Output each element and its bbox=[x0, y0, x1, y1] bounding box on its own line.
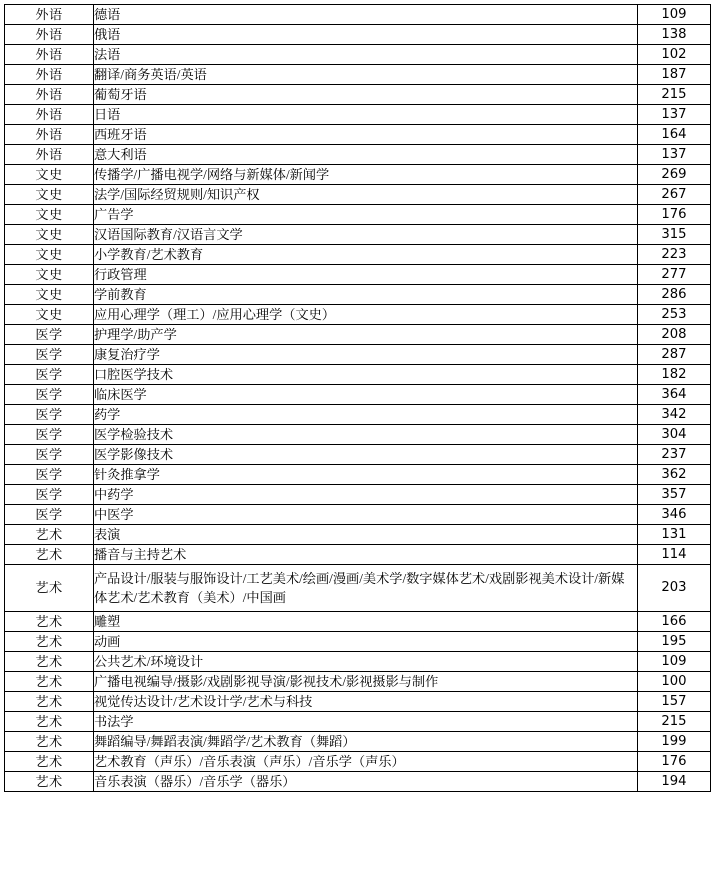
table-row bbox=[5, 225, 711, 245]
cell-category: 医学 bbox=[5, 425, 94, 445]
cell-number: 176 bbox=[638, 752, 711, 772]
cell-major: 药学 bbox=[94, 405, 638, 425]
cell-major: 意大利语 bbox=[94, 145, 638, 165]
cell-number: 267 bbox=[638, 185, 711, 205]
cell-category: 文史 bbox=[5, 245, 94, 265]
cell-number: 357 bbox=[638, 485, 711, 505]
cell-category: 外语 bbox=[5, 25, 94, 45]
cell-number: 138 bbox=[638, 25, 711, 45]
cell-major: 艺术教育（声乐）/音乐表演（声乐）/音乐学（声乐） bbox=[94, 752, 638, 772]
cell-number: 137 bbox=[638, 145, 711, 165]
cell-category: 艺术 bbox=[5, 652, 94, 672]
cell-number: 215 bbox=[638, 712, 711, 732]
cell-major: 医学检验技术 bbox=[94, 425, 638, 445]
cell-number: 131 bbox=[638, 525, 711, 545]
cell-major: 中医学 bbox=[94, 505, 638, 525]
table-row bbox=[5, 185, 711, 205]
table-row bbox=[5, 565, 711, 612]
cell-major: 音乐表演（器乐）/音乐学（器乐） bbox=[94, 772, 638, 792]
major-table bbox=[4, 4, 711, 792]
table-row bbox=[5, 85, 711, 105]
cell-number: 342 bbox=[638, 405, 711, 425]
table-row bbox=[5, 692, 711, 712]
cell-major: 行政管理 bbox=[94, 265, 638, 285]
table-row bbox=[5, 205, 711, 225]
cell-category: 外语 bbox=[5, 125, 94, 145]
table-row bbox=[5, 325, 711, 345]
cell-major: 汉语国际教育/汉语言文学 bbox=[94, 225, 638, 245]
cell-category: 外语 bbox=[5, 105, 94, 125]
cell-major: 葡萄牙语 bbox=[94, 85, 638, 105]
cell-category: 艺术 bbox=[5, 632, 94, 652]
cell-major: 康复治疗学 bbox=[94, 345, 638, 365]
cell-category: 文史 bbox=[5, 205, 94, 225]
table-row bbox=[5, 285, 711, 305]
table-row bbox=[5, 125, 711, 145]
table-row bbox=[5, 25, 711, 45]
cell-major: 公共艺术/环境设计 bbox=[94, 652, 638, 672]
cell-number: 223 bbox=[638, 245, 711, 265]
cell-category: 医学 bbox=[5, 345, 94, 365]
table-row bbox=[5, 732, 711, 752]
cell-category: 医学 bbox=[5, 385, 94, 405]
table-row bbox=[5, 5, 711, 25]
table-row bbox=[5, 652, 711, 672]
cell-category: 外语 bbox=[5, 65, 94, 85]
cell-category: 外语 bbox=[5, 85, 94, 105]
cell-major: 小学教育/艺术教育 bbox=[94, 245, 638, 265]
table-row bbox=[5, 672, 711, 692]
table-row bbox=[5, 752, 711, 772]
cell-number: 109 bbox=[638, 652, 711, 672]
table-body bbox=[5, 5, 711, 792]
table-row bbox=[5, 165, 711, 185]
cell-category: 艺术 bbox=[5, 545, 94, 565]
table-row bbox=[5, 265, 711, 285]
table-row bbox=[5, 712, 711, 732]
cell-category: 文史 bbox=[5, 305, 94, 325]
cell-category: 艺术 bbox=[5, 612, 94, 632]
cell-number: 269 bbox=[638, 165, 711, 185]
table-row bbox=[5, 245, 711, 265]
cell-number: 362 bbox=[638, 465, 711, 485]
cell-category: 医学 bbox=[5, 405, 94, 425]
cell-number: 277 bbox=[638, 265, 711, 285]
cell-number: 315 bbox=[638, 225, 711, 245]
table-row bbox=[5, 45, 711, 65]
cell-category: 医学 bbox=[5, 445, 94, 465]
cell-major: 西班牙语 bbox=[94, 125, 638, 145]
cell-category: 医学 bbox=[5, 465, 94, 485]
cell-category: 文史 bbox=[5, 225, 94, 245]
cell-major: 学前教育 bbox=[94, 285, 638, 305]
table-row bbox=[5, 365, 711, 385]
cell-major: 临床医学 bbox=[94, 385, 638, 405]
table-row bbox=[5, 305, 711, 325]
cell-number: 364 bbox=[638, 385, 711, 405]
cell-category: 艺术 bbox=[5, 672, 94, 692]
cell-number: 100 bbox=[638, 672, 711, 692]
cell-number: 195 bbox=[638, 632, 711, 652]
cell-number: 215 bbox=[638, 85, 711, 105]
table-row bbox=[5, 632, 711, 652]
cell-major: 口腔医学技术 bbox=[94, 365, 638, 385]
cell-major: 表演 bbox=[94, 525, 638, 545]
cell-category: 艺术 bbox=[5, 565, 94, 612]
cell-number: 253 bbox=[638, 305, 711, 325]
cell-major: 舞蹈编导/舞蹈表演/舞蹈学/艺术教育（舞蹈） bbox=[94, 732, 638, 752]
table-row bbox=[5, 385, 711, 405]
cell-category: 医学 bbox=[5, 365, 94, 385]
table-row bbox=[5, 425, 711, 445]
table-row bbox=[5, 545, 711, 565]
cell-number: 157 bbox=[638, 692, 711, 712]
cell-major: 产品设计/服装与服饰设计/工艺美术/绘画/漫画/美术学/数字媒体艺术/戏剧影视美术设计/新媒体艺术/艺术教育（美术）/中国画 bbox=[94, 565, 638, 612]
table-row bbox=[5, 105, 711, 125]
cell-major: 中药学 bbox=[94, 485, 638, 505]
cell-category: 文史 bbox=[5, 285, 94, 305]
cell-category: 外语 bbox=[5, 45, 94, 65]
cell-number: 109 bbox=[638, 5, 711, 25]
cell-number: 286 bbox=[638, 285, 711, 305]
cell-number: 208 bbox=[638, 325, 711, 345]
cell-number: 166 bbox=[638, 612, 711, 632]
cell-category: 艺术 bbox=[5, 752, 94, 772]
cell-major: 医学影像技术 bbox=[94, 445, 638, 465]
cell-major: 视觉传达设计/艺术设计学/艺术与科技 bbox=[94, 692, 638, 712]
cell-major: 法语 bbox=[94, 45, 638, 65]
cell-category: 艺术 bbox=[5, 692, 94, 712]
cell-number: 164 bbox=[638, 125, 711, 145]
table-row bbox=[5, 612, 711, 632]
cell-category: 文史 bbox=[5, 265, 94, 285]
cell-major: 书法学 bbox=[94, 712, 638, 732]
cell-major: 应用心理学（理工）/应用心理学（文史） bbox=[94, 305, 638, 325]
cell-category: 外语 bbox=[5, 145, 94, 165]
cell-major: 德语 bbox=[94, 5, 638, 25]
cell-category: 医学 bbox=[5, 485, 94, 505]
cell-category: 文史 bbox=[5, 165, 94, 185]
table-row bbox=[5, 65, 711, 85]
cell-number: 346 bbox=[638, 505, 711, 525]
table-row bbox=[5, 345, 711, 365]
cell-number: 304 bbox=[638, 425, 711, 445]
cell-major: 播音与主持艺术 bbox=[94, 545, 638, 565]
table-row bbox=[5, 145, 711, 165]
cell-major: 翻译/商务英语/英语 bbox=[94, 65, 638, 85]
cell-number: 102 bbox=[638, 45, 711, 65]
cell-number: 203 bbox=[638, 565, 711, 612]
cell-category: 艺术 bbox=[5, 712, 94, 732]
cell-major: 针灸推拿学 bbox=[94, 465, 638, 485]
cell-category: 艺术 bbox=[5, 732, 94, 752]
cell-number: 187 bbox=[638, 65, 711, 85]
table-row bbox=[5, 525, 711, 545]
cell-category: 文史 bbox=[5, 185, 94, 205]
cell-category: 医学 bbox=[5, 325, 94, 345]
table-row bbox=[5, 405, 711, 425]
cell-number: 137 bbox=[638, 105, 711, 125]
table-row bbox=[5, 485, 711, 505]
cell-major: 广告学 bbox=[94, 205, 638, 225]
cell-number: 199 bbox=[638, 732, 711, 752]
cell-number: 114 bbox=[638, 545, 711, 565]
cell-major: 动画 bbox=[94, 632, 638, 652]
cell-category: 艺术 bbox=[5, 525, 94, 545]
cell-number: 237 bbox=[638, 445, 711, 465]
cell-category: 医学 bbox=[5, 505, 94, 525]
cell-number: 287 bbox=[638, 345, 711, 365]
cell-major: 俄语 bbox=[94, 25, 638, 45]
table-row bbox=[5, 772, 711, 792]
cell-major: 广播电视编导/摄影/戏剧影视导演/影视技术/影视摄影与制作 bbox=[94, 672, 638, 692]
cell-number: 182 bbox=[638, 365, 711, 385]
cell-number: 194 bbox=[638, 772, 711, 792]
cell-category: 艺术 bbox=[5, 772, 94, 792]
cell-major: 日语 bbox=[94, 105, 638, 125]
cell-major: 雕塑 bbox=[94, 612, 638, 632]
cell-number: 176 bbox=[638, 205, 711, 225]
table-row bbox=[5, 465, 711, 485]
cell-major: 法学/国际经贸规则/知识产权 bbox=[94, 185, 638, 205]
cell-major: 传播学/广播电视学/网络与新媒体/新闻学 bbox=[94, 165, 638, 185]
cell-major: 护理学/助产学 bbox=[94, 325, 638, 345]
cell-category: 外语 bbox=[5, 5, 94, 25]
table-row bbox=[5, 445, 711, 465]
table-row bbox=[5, 505, 711, 525]
